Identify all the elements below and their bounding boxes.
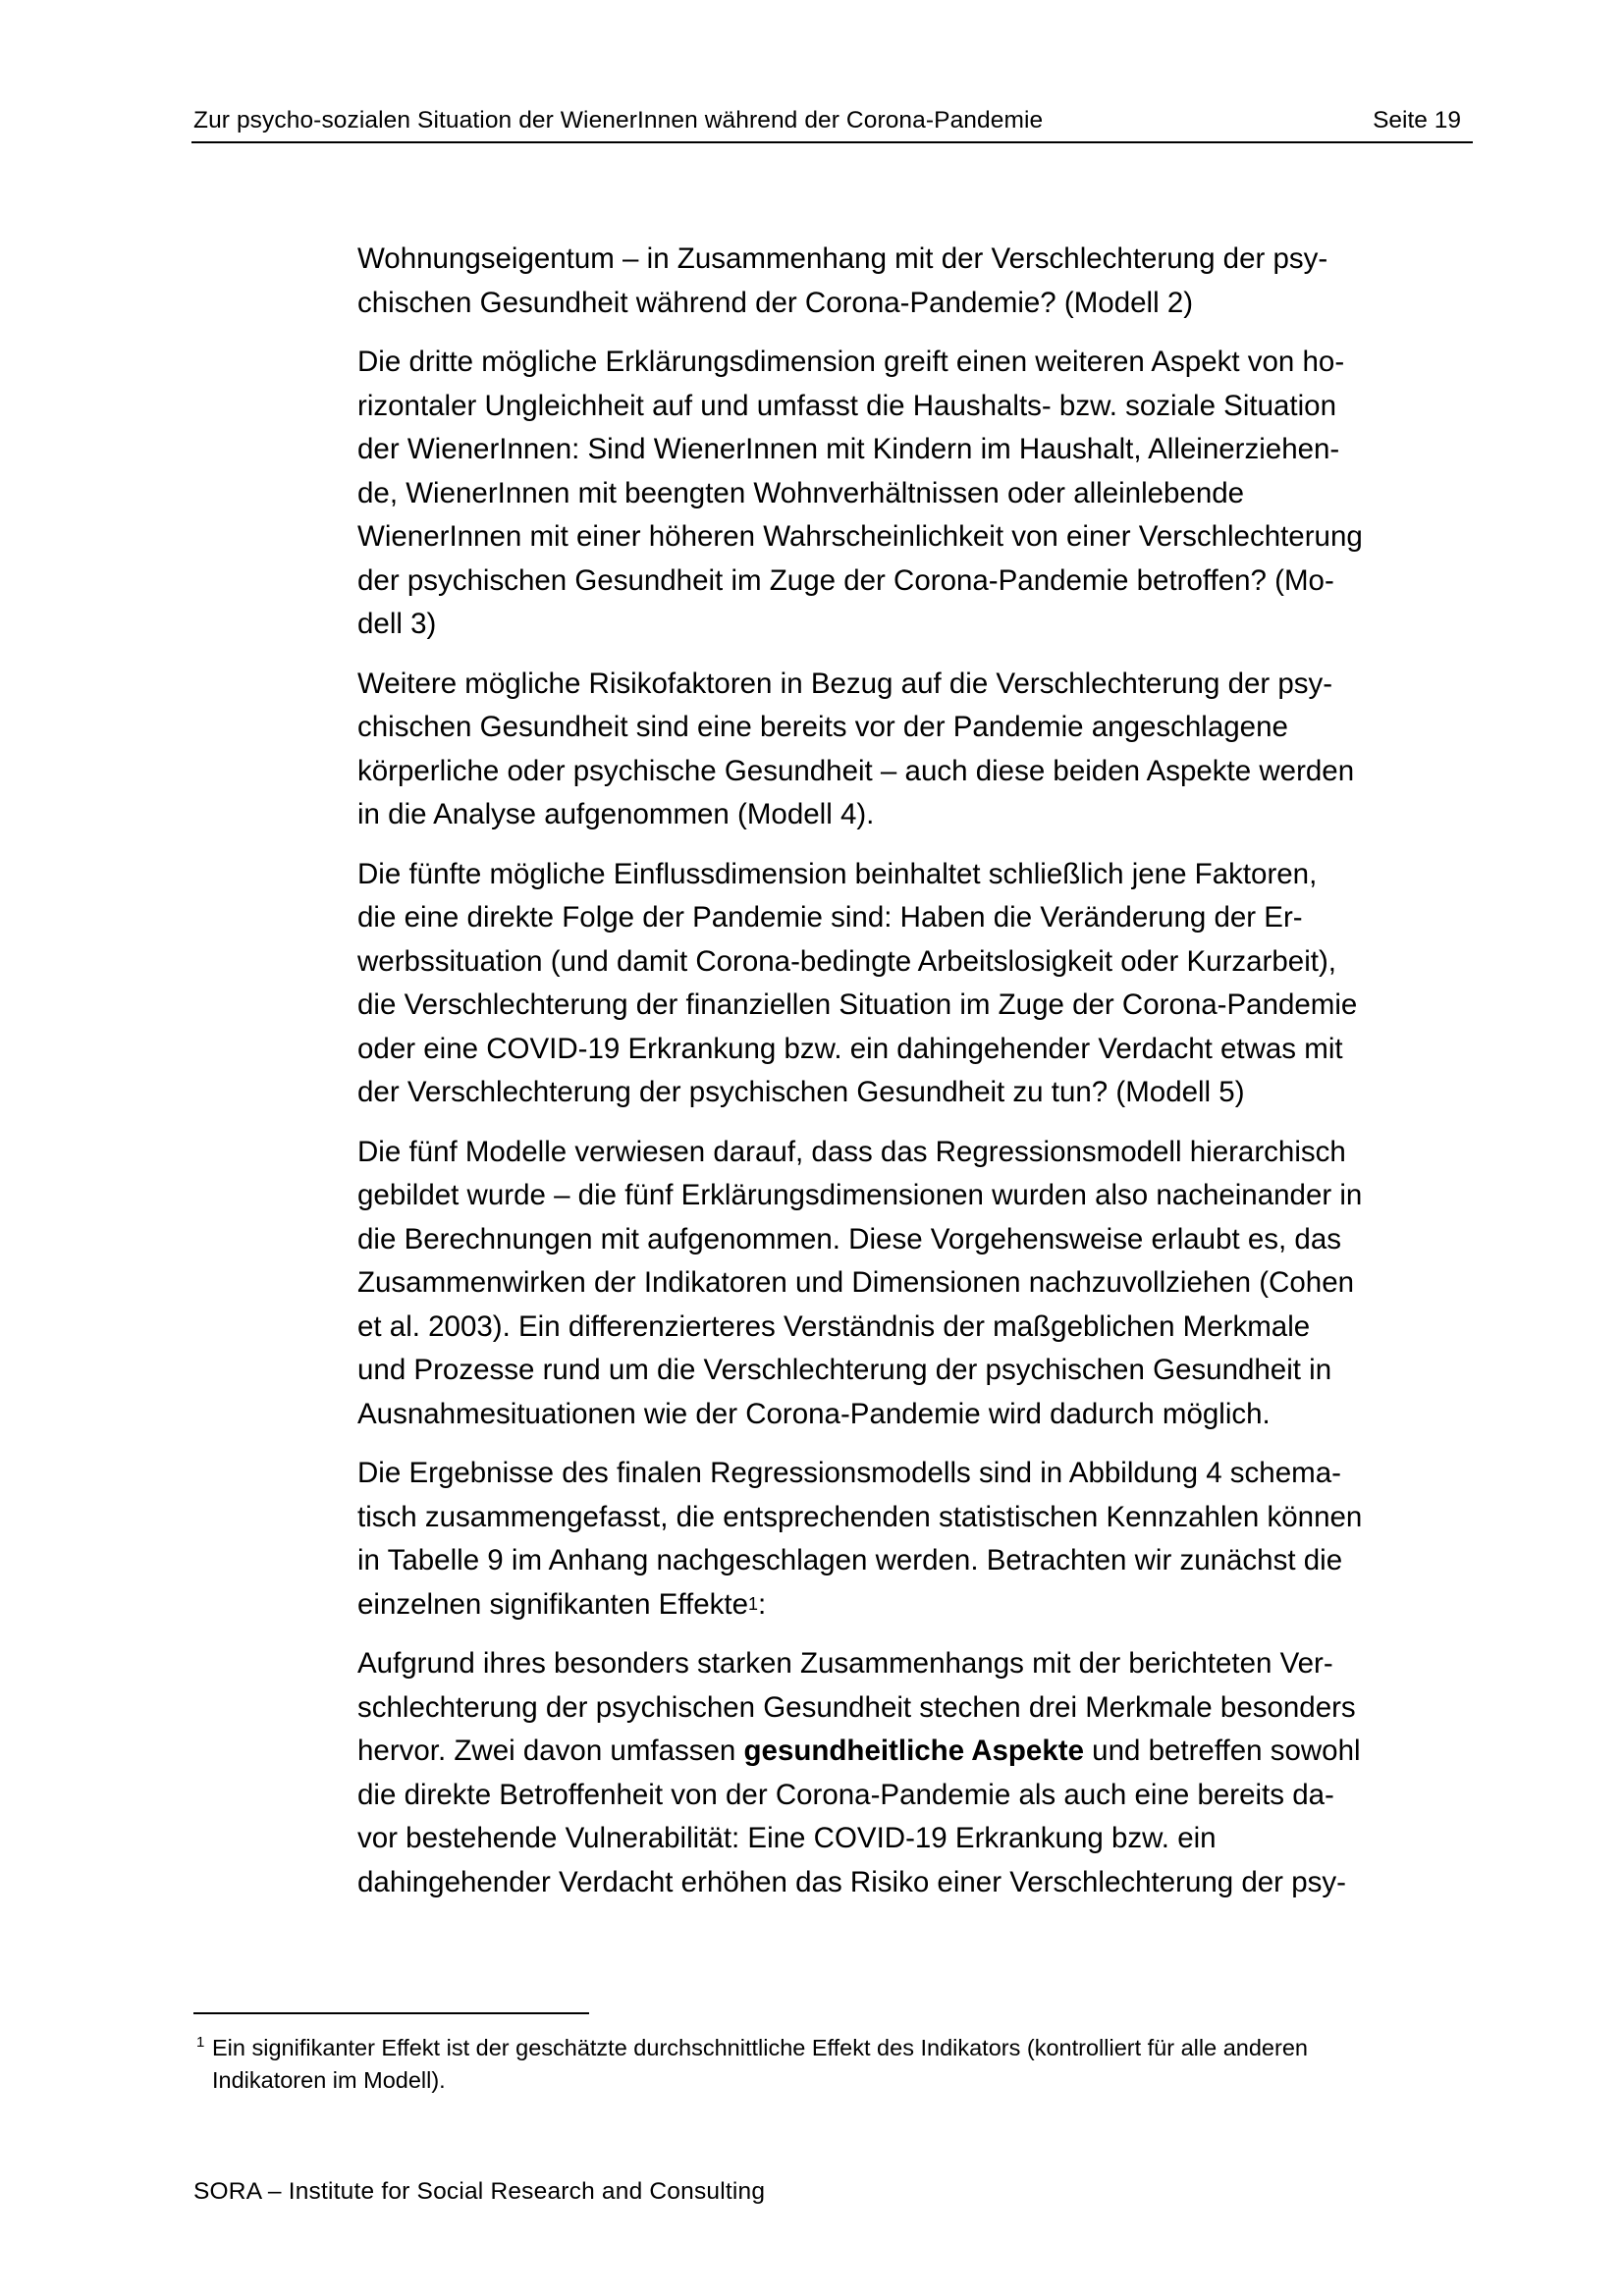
text-line: schlechterung der psychischen Gesundheit stechen drei Merkmale besonders bbox=[357, 1690, 1356, 1724]
paragraph-7 bbox=[357, 1642, 1469, 1904]
text-line: werbssituation (und damit Corona-bedingte Arbeitslosigkeit oder Kurzarbeit), bbox=[357, 944, 1336, 978]
text-line: et al. 2003). Ein differenzierteres Verständnis der maßgeblichen Merkmale bbox=[357, 1309, 1311, 1343]
text-line: WienerInnen mit einer höheren Wahrscheinlichkeit von einer Verschlechterung bbox=[357, 520, 1363, 553]
text-line: tisch zusammengefasst, die entsprechenden statistischen Kennzahlen können bbox=[357, 1500, 1363, 1533]
text-line: in die Analyse aufgenommen (Modell 4). bbox=[357, 798, 875, 830]
footnote-line: Indikatoren im Modell). bbox=[212, 2067, 446, 2093]
text-line: Zusammenwirken der Indikatoren und Dimensionen nachzuvollziehen (Cohen bbox=[357, 1266, 1355, 1299]
body-text bbox=[357, 238, 1469, 1920]
text-line: dahingehender Verdacht erhöhen das Risiko einer Verschlechterung der psy- bbox=[357, 1865, 1346, 1898]
text-line-with-footnote-ref bbox=[357, 1583, 1469, 1628]
paragraph-4 bbox=[357, 853, 1469, 1115]
text-line: Die dritte mögliche Erklärungsdimension greift einen weiteren Aspekt von ho- bbox=[357, 346, 1345, 378]
text-line: Die fünfte mögliche Einflussdimension beinhaltet schließlich jene Faktoren, bbox=[357, 857, 1318, 890]
text-line: oder eine COVID-19 Erkrankung bzw. ein dahingehender Verdacht etwas mit bbox=[357, 1032, 1343, 1065]
emphasis-text: gesundheitliche Aspekte bbox=[743, 1735, 1084, 1767]
text-line-with-emphasis bbox=[357, 1730, 1469, 1774]
text-line: die Berechnungen mit aufgenommen. Diese Vorgehensweise erlaubt es, das bbox=[357, 1222, 1341, 1255]
text-line: und Prozesse rund um die Verschlechterung der psychischen Gesundheit in bbox=[357, 1354, 1332, 1386]
footnote-number: 1 bbox=[196, 2034, 205, 2051]
text-line: körperliche oder psychische Gesundheit – auch diese beiden Aspekte werden bbox=[357, 754, 1355, 787]
text-segment: einzelnen signifikanten Effekte bbox=[357, 1587, 748, 1621]
text-line: chischen Gesundheit während der Corona-Pandemie? (Modell 2) bbox=[357, 286, 1194, 319]
text-line: der Verschlechterung der psychischen Gesundheit zu tun? (Modell 5) bbox=[357, 1076, 1245, 1108]
running-header bbox=[191, 102, 1473, 143]
text-line: die eine direkte Folge der Pandemie sind: Haben die Veränderung der Er- bbox=[357, 901, 1303, 934]
text-line: Weitere mögliche Risikofaktoren in Bezug auf die Verschlechterung der psy- bbox=[357, 667, 1333, 700]
page-number: Seite 19 bbox=[1373, 107, 1461, 133]
document-title: Zur psycho-sozialen Situation der WienerInnen während der Corona-Pandemie bbox=[193, 107, 1044, 133]
running-footer: SORA – Institute for Social Research and Consulting bbox=[193, 2178, 766, 2205]
text-line: der WienerInnen: Sind WienerInnen mit Kindern im Haushalt, Alleinerziehen- bbox=[357, 433, 1340, 465]
text-line: Die Ergebnisse des finalen Regressionsmodells sind in Abbildung 4 schema- bbox=[357, 1457, 1341, 1489]
paragraph-2 bbox=[357, 341, 1469, 647]
text-line: rizontaler Ungleichheit auf und umfasst die Haushalts- bzw. soziale Situation bbox=[357, 389, 1336, 422]
text-line: Wohnungseigentum – in Zusammenhang mit der Verschlechterung der psy- bbox=[357, 242, 1328, 275]
text-line: die direkte Betroffenheit von der Corona-Pandemie als auch eine bereits da- bbox=[357, 1778, 1334, 1811]
paragraph-3 bbox=[357, 663, 1469, 837]
text-segment: hervor. Zwei davon umfassen bbox=[357, 1735, 744, 1767]
footnote-line: Ein signifikanter Effekt ist der geschätzte durchschnittliche Effekt des Indikators (kontrolliert für alle anderen bbox=[212, 2035, 1308, 2060]
text-line: gebildet wurde – die fünf Erklärungsdimensionen wurden also nacheinander in bbox=[357, 1179, 1363, 1211]
text-line: vor bestehende Vulnerabilität: Eine COVID-19 Erkrankung bzw. ein bbox=[357, 1822, 1217, 1854]
paragraph-1 bbox=[357, 238, 1469, 325]
text-line: de, WienerInnen mit beengten Wohnverhältnissen oder alleinlebende bbox=[357, 476, 1245, 509]
text-line: die Verschlechterung der finanziellen Situation im Zuge der Corona-Pandemie bbox=[357, 988, 1358, 1021]
text-line: der psychischen Gesundheit im Zuge der Corona-Pandemie betroffen? (Mo- bbox=[357, 563, 1334, 597]
text-line: dell 3) bbox=[357, 608, 437, 640]
text-line: in Tabelle 9 im Anhang nachgeschlagen werden. Betrachten wir zunächst die bbox=[357, 1544, 1343, 1576]
footnote-text bbox=[212, 2032, 1480, 2097]
paragraph-6 bbox=[357, 1452, 1469, 1627]
text-line: Ausnahmesituationen wie der Corona-Pandemie wird dadurch möglich. bbox=[357, 1397, 1271, 1430]
text-segment: : bbox=[758, 1587, 767, 1621]
footnote bbox=[193, 2032, 1480, 2097]
text-line: chischen Gesundheit sind eine bereits vor der Pandemie angeschlagene bbox=[357, 711, 1288, 743]
text-line: Aufgrund ihres besonders starken Zusammenhangs mit der berichteten Ver- bbox=[357, 1647, 1333, 1680]
footnote-reference[interactable]: 1 bbox=[747, 1593, 758, 1614]
text-segment: und betreffen sowohl bbox=[1083, 1735, 1361, 1767]
footnote-separator bbox=[193, 2012, 589, 2014]
paragraph-5 bbox=[357, 1131, 1469, 1437]
text-line: Die fünf Modelle verwiesen darauf, dass das Regressionsmodell hierarchisch bbox=[357, 1135, 1346, 1168]
